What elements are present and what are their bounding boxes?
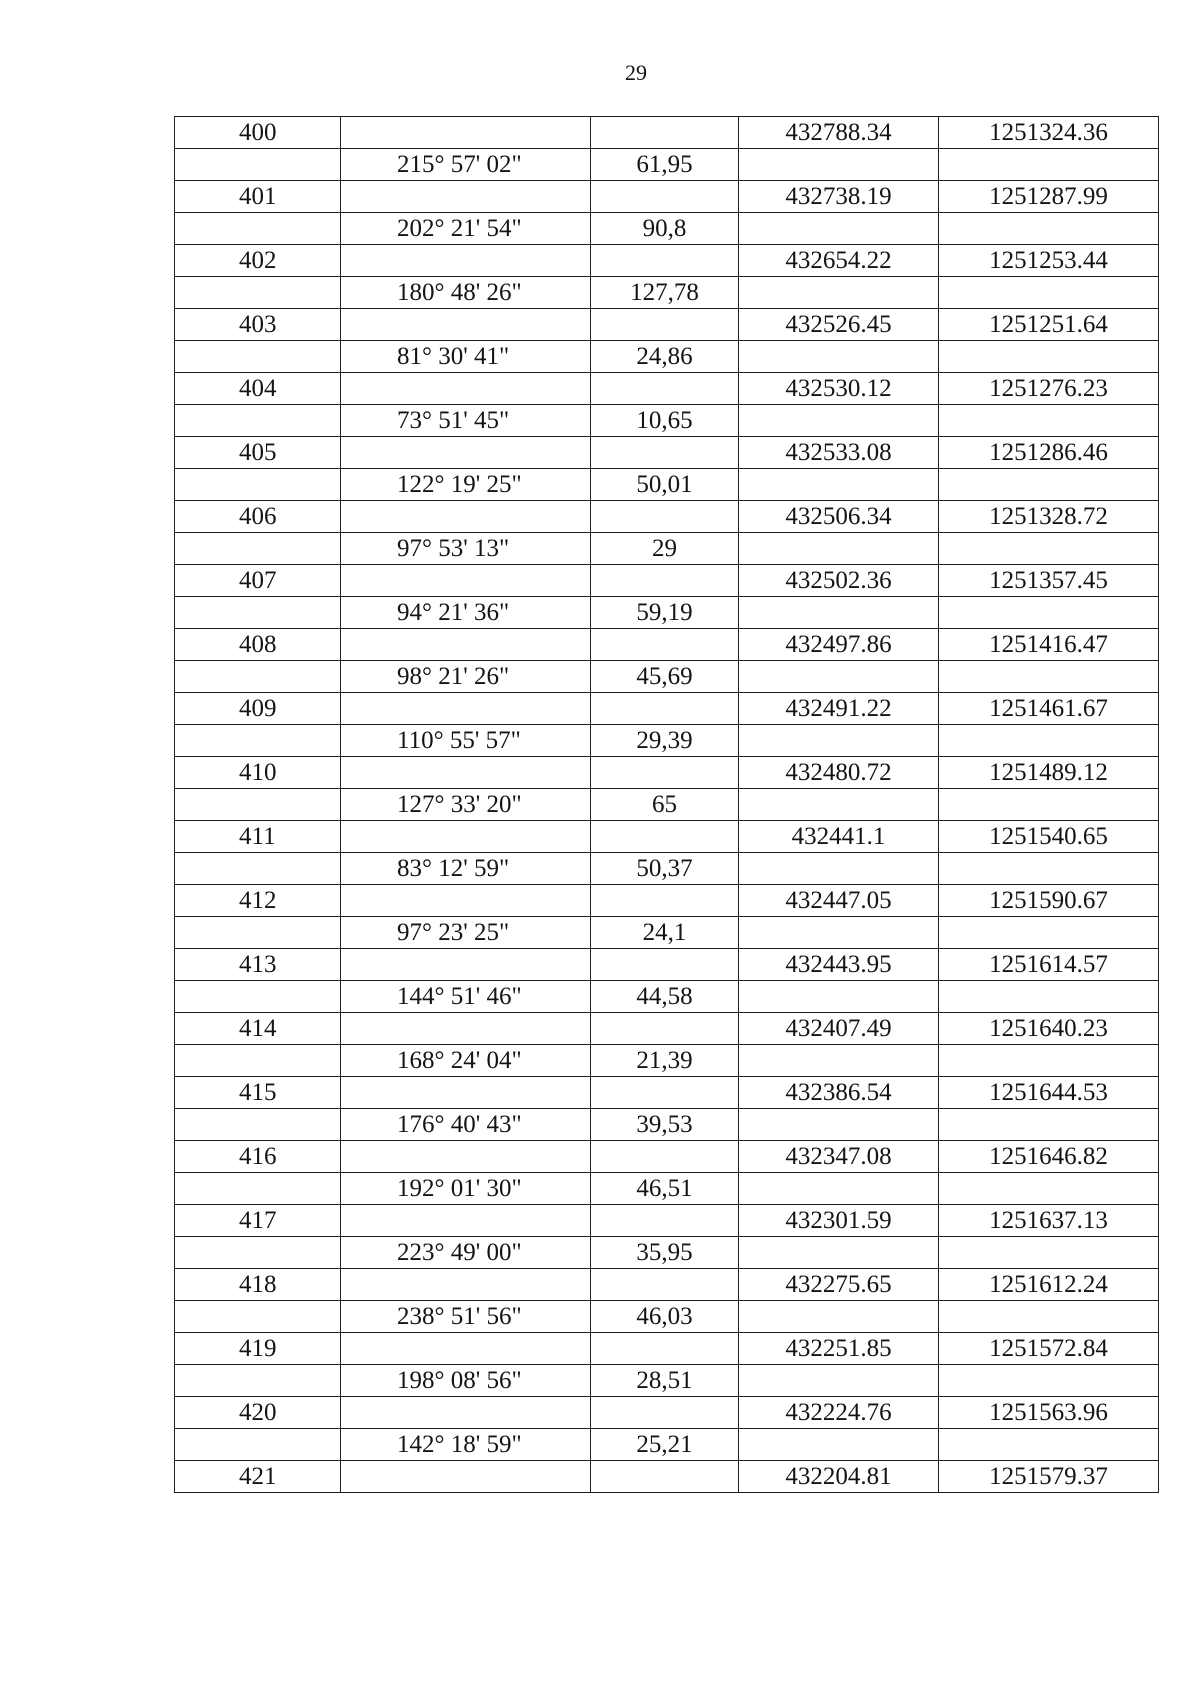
y-coordinate-cell <box>939 1365 1159 1397</box>
bearing-angle-cell: 97° 23' 25" <box>341 917 591 949</box>
y-coordinate-cell <box>939 149 1159 181</box>
y-coordinate-cell: 1251614.57 <box>939 949 1159 981</box>
y-coordinate-cell <box>939 469 1159 501</box>
distance-cell <box>591 437 739 469</box>
x-coordinate-cell: 432407.49 <box>739 1013 939 1045</box>
x-coordinate-cell <box>739 725 939 757</box>
bearing-angle-cell: 94° 21' 36" <box>341 597 591 629</box>
y-coordinate-cell <box>939 1429 1159 1461</box>
distance-cell: 24,1 <box>591 917 739 949</box>
x-coordinate-cell <box>739 981 939 1013</box>
point-number-cell: 412 <box>175 885 341 917</box>
point-number-cell <box>175 149 341 181</box>
table-row <box>175 373 1159 405</box>
x-coordinate-cell: 432251.85 <box>739 1333 939 1365</box>
distance-cell <box>591 693 739 725</box>
bearing-angle-cell <box>341 245 591 277</box>
table-row <box>175 1237 1159 1269</box>
table-row <box>175 533 1159 565</box>
x-coordinate-cell: 432224.76 <box>739 1397 939 1429</box>
y-coordinate-cell <box>939 1237 1159 1269</box>
x-coordinate-cell <box>739 597 939 629</box>
bearing-angle-cell <box>341 309 591 341</box>
x-coordinate-cell: 432204.81 <box>739 1461 939 1493</box>
table-row <box>175 1461 1159 1493</box>
y-coordinate-cell <box>939 981 1159 1013</box>
distance-cell <box>591 1013 739 1045</box>
y-coordinate-cell: 1251646.82 <box>939 1141 1159 1173</box>
y-coordinate-cell <box>939 789 1159 821</box>
distance-cell <box>591 565 739 597</box>
point-number-cell <box>175 1173 341 1205</box>
point-number-cell: 421 <box>175 1461 341 1493</box>
distance-cell <box>591 821 739 853</box>
distance-cell <box>591 501 739 533</box>
bearing-angle-cell <box>341 565 591 597</box>
distance-cell: 46,03 <box>591 1301 739 1333</box>
y-coordinate-cell <box>939 405 1159 437</box>
point-number-cell: 419 <box>175 1333 341 1365</box>
distance-cell <box>591 1205 739 1237</box>
point-number-cell: 411 <box>175 821 341 853</box>
bearing-angle-cell <box>341 1461 591 1493</box>
table-row <box>175 1205 1159 1237</box>
distance-cell <box>591 309 739 341</box>
y-coordinate-cell: 1251644.53 <box>939 1077 1159 1109</box>
x-coordinate-cell <box>739 1301 939 1333</box>
point-number-cell: 406 <box>175 501 341 533</box>
x-coordinate-cell: 432654.22 <box>739 245 939 277</box>
distance-cell <box>591 885 739 917</box>
distance-cell <box>591 1269 739 1301</box>
table-row <box>175 501 1159 533</box>
x-coordinate-cell: 432533.08 <box>739 437 939 469</box>
table-row <box>175 341 1159 373</box>
x-coordinate-cell <box>739 853 939 885</box>
x-coordinate-cell <box>739 1173 939 1205</box>
table-row <box>175 181 1159 213</box>
point-number-cell <box>175 597 341 629</box>
point-number-cell <box>175 1301 341 1333</box>
point-number-cell <box>175 341 341 373</box>
x-coordinate-cell: 432497.86 <box>739 629 939 661</box>
x-coordinate-cell <box>739 661 939 693</box>
y-coordinate-cell: 1251328.72 <box>939 501 1159 533</box>
table-row <box>175 949 1159 981</box>
table-row <box>175 437 1159 469</box>
point-number-cell <box>175 469 341 501</box>
point-number-cell <box>175 853 341 885</box>
y-coordinate-cell <box>939 533 1159 565</box>
table-row <box>175 245 1159 277</box>
table-row <box>175 1141 1159 1173</box>
bearing-angle-cell <box>341 757 591 789</box>
bearing-angle-cell <box>341 1013 591 1045</box>
table-row <box>175 469 1159 501</box>
distance-cell: 127,78 <box>591 277 739 309</box>
y-coordinate-cell <box>939 725 1159 757</box>
coordinates-table-body <box>175 117 1159 1493</box>
bearing-angle-cell: 110° 55' 57" <box>341 725 591 757</box>
distance-cell: 29,39 <box>591 725 739 757</box>
distance-cell: 61,95 <box>591 149 739 181</box>
table-row <box>175 1365 1159 1397</box>
y-coordinate-cell: 1251637.13 <box>939 1205 1159 1237</box>
x-coordinate-cell <box>739 1109 939 1141</box>
point-number-cell <box>175 533 341 565</box>
x-coordinate-cell: 432526.45 <box>739 309 939 341</box>
bearing-angle-cell: 192° 01' 30" <box>341 1173 591 1205</box>
distance-cell: 45,69 <box>591 661 739 693</box>
bearing-angle-cell: 215° 57' 02" <box>341 149 591 181</box>
bearing-angle-cell: 73° 51' 45" <box>341 405 591 437</box>
y-coordinate-cell: 1251253.44 <box>939 245 1159 277</box>
bearing-angle-cell <box>341 1333 591 1365</box>
table-row <box>175 405 1159 437</box>
distance-cell: 44,58 <box>591 981 739 1013</box>
distance-cell <box>591 117 739 149</box>
point-number-cell <box>175 917 341 949</box>
distance-cell: 46,51 <box>591 1173 739 1205</box>
bearing-angle-cell <box>341 1205 591 1237</box>
x-coordinate-cell <box>739 1429 939 1461</box>
table-row <box>175 213 1159 245</box>
x-coordinate-cell: 432480.72 <box>739 757 939 789</box>
table-row <box>175 725 1159 757</box>
point-number-cell <box>175 981 341 1013</box>
point-number-cell: 405 <box>175 437 341 469</box>
y-coordinate-cell: 1251489.12 <box>939 757 1159 789</box>
distance-cell <box>591 1141 739 1173</box>
distance-cell: 90,8 <box>591 213 739 245</box>
distance-cell: 50,01 <box>591 469 739 501</box>
x-coordinate-cell <box>739 1365 939 1397</box>
bearing-angle-cell <box>341 117 591 149</box>
x-coordinate-cell: 432530.12 <box>739 373 939 405</box>
table-row <box>175 1013 1159 1045</box>
bearing-angle-cell: 97° 53' 13" <box>341 533 591 565</box>
y-coordinate-cell: 1251251.64 <box>939 309 1159 341</box>
x-coordinate-cell: 432347.08 <box>739 1141 939 1173</box>
distance-cell <box>591 1397 739 1429</box>
bearing-angle-cell: 180° 48' 26" <box>341 277 591 309</box>
bearing-angle-cell: 98° 21' 26" <box>341 661 591 693</box>
y-coordinate-cell <box>939 213 1159 245</box>
y-coordinate-cell: 1251461.67 <box>939 693 1159 725</box>
page-number: 29 <box>625 60 647 85</box>
table-row <box>175 1077 1159 1109</box>
x-coordinate-cell <box>739 149 939 181</box>
bearing-angle-cell <box>341 373 591 405</box>
x-coordinate-cell: 432275.65 <box>739 1269 939 1301</box>
x-coordinate-cell <box>739 917 939 949</box>
point-number-cell <box>175 1365 341 1397</box>
distance-cell <box>591 1461 739 1493</box>
point-number-cell: 404 <box>175 373 341 405</box>
bearing-angle-cell: 198° 08' 56" <box>341 1365 591 1397</box>
bearing-angle-cell: 127° 33' 20" <box>341 789 591 821</box>
distance-cell: 10,65 <box>591 405 739 437</box>
point-number-cell <box>175 1045 341 1077</box>
distance-cell <box>591 629 739 661</box>
y-coordinate-cell <box>939 1045 1159 1077</box>
point-number-cell: 408 <box>175 629 341 661</box>
y-coordinate-cell: 1251286.46 <box>939 437 1159 469</box>
distance-cell: 35,95 <box>591 1237 739 1269</box>
point-number-cell: 407 <box>175 565 341 597</box>
y-coordinate-cell: 1251612.24 <box>939 1269 1159 1301</box>
bearing-angle-cell <box>341 629 591 661</box>
y-coordinate-cell <box>939 597 1159 629</box>
bearing-angle-cell: 144° 51' 46" <box>341 981 591 1013</box>
y-coordinate-cell: 1251579.37 <box>939 1461 1159 1493</box>
y-coordinate-cell: 1251287.99 <box>939 181 1159 213</box>
point-number-cell <box>175 277 341 309</box>
bearing-angle-cell <box>341 1397 591 1429</box>
point-number-cell <box>175 213 341 245</box>
bearing-angle-cell <box>341 501 591 533</box>
bearing-angle-cell: 176° 40' 43" <box>341 1109 591 1141</box>
y-coordinate-cell: 1251563.96 <box>939 1397 1159 1429</box>
table-row <box>175 981 1159 1013</box>
table-row <box>175 277 1159 309</box>
table-row <box>175 1045 1159 1077</box>
bearing-angle-cell <box>341 885 591 917</box>
table-row <box>175 917 1159 949</box>
bearing-angle-cell <box>341 949 591 981</box>
x-coordinate-cell: 432301.59 <box>739 1205 939 1237</box>
y-coordinate-cell <box>939 661 1159 693</box>
point-number-cell: 420 <box>175 1397 341 1429</box>
bearing-angle-cell: 168° 24' 04" <box>341 1045 591 1077</box>
y-coordinate-cell <box>939 853 1159 885</box>
x-coordinate-cell <box>739 469 939 501</box>
point-number-cell <box>175 1109 341 1141</box>
x-coordinate-cell <box>739 1237 939 1269</box>
bearing-angle-cell <box>341 437 591 469</box>
bearing-angle-cell <box>341 821 591 853</box>
distance-cell: 21,39 <box>591 1045 739 1077</box>
x-coordinate-cell <box>739 341 939 373</box>
point-number-cell: 400 <box>175 117 341 149</box>
distance-cell: 29 <box>591 533 739 565</box>
x-coordinate-cell: 432447.05 <box>739 885 939 917</box>
distance-cell <box>591 181 739 213</box>
y-coordinate-cell: 1251276.23 <box>939 373 1159 405</box>
x-coordinate-cell <box>739 277 939 309</box>
point-number-cell: 417 <box>175 1205 341 1237</box>
y-coordinate-cell <box>939 277 1159 309</box>
table-row <box>175 853 1159 885</box>
distance-cell <box>591 1077 739 1109</box>
distance-cell <box>591 373 739 405</box>
table-row <box>175 629 1159 661</box>
point-number-cell: 416 <box>175 1141 341 1173</box>
y-coordinate-cell: 1251572.84 <box>939 1333 1159 1365</box>
x-coordinate-cell: 432506.34 <box>739 501 939 533</box>
bearing-angle-cell: 122° 19' 25" <box>341 469 591 501</box>
x-coordinate-cell <box>739 533 939 565</box>
distance-cell: 39,53 <box>591 1109 739 1141</box>
bearing-angle-cell: 202° 21' 54" <box>341 213 591 245</box>
distance-cell: 24,86 <box>591 341 739 373</box>
table-row <box>175 661 1159 693</box>
y-coordinate-cell <box>939 917 1159 949</box>
y-coordinate-cell: 1251357.45 <box>939 565 1159 597</box>
table-row <box>175 565 1159 597</box>
x-coordinate-cell: 432441.1 <box>739 821 939 853</box>
y-coordinate-cell: 1251640.23 <box>939 1013 1159 1045</box>
point-number-cell: 402 <box>175 245 341 277</box>
y-coordinate-cell: 1251590.67 <box>939 885 1159 917</box>
table-row <box>175 1109 1159 1141</box>
table-row <box>175 1397 1159 1429</box>
coordinates-table <box>174 116 1159 1493</box>
table-row <box>175 1301 1159 1333</box>
distance-cell <box>591 1333 739 1365</box>
bearing-angle-cell <box>341 1141 591 1173</box>
x-coordinate-cell <box>739 1045 939 1077</box>
point-number-cell: 410 <box>175 757 341 789</box>
y-coordinate-cell: 1251540.65 <box>939 821 1159 853</box>
bearing-angle-cell: 223° 49' 00" <box>341 1237 591 1269</box>
table-row <box>175 597 1159 629</box>
distance-cell: 28,51 <box>591 1365 739 1397</box>
point-number-cell <box>175 661 341 693</box>
x-coordinate-cell <box>739 213 939 245</box>
x-coordinate-cell: 432738.19 <box>739 181 939 213</box>
point-number-cell <box>175 789 341 821</box>
distance-cell <box>591 949 739 981</box>
x-coordinate-cell <box>739 789 939 821</box>
table-row <box>175 1173 1159 1205</box>
table-row <box>175 117 1159 149</box>
bearing-angle-cell: 142° 18' 59" <box>341 1429 591 1461</box>
point-number-cell: 401 <box>175 181 341 213</box>
point-number-cell: 418 <box>175 1269 341 1301</box>
point-number-cell: 403 <box>175 309 341 341</box>
y-coordinate-cell <box>939 1301 1159 1333</box>
distance-cell: 59,19 <box>591 597 739 629</box>
y-coordinate-cell: 1251416.47 <box>939 629 1159 661</box>
point-number-cell: 409 <box>175 693 341 725</box>
table-row <box>175 821 1159 853</box>
table-row <box>175 309 1159 341</box>
distance-cell: 65 <box>591 789 739 821</box>
y-coordinate-cell <box>939 341 1159 373</box>
bearing-angle-cell <box>341 1077 591 1109</box>
bearing-angle-cell <box>341 1269 591 1301</box>
y-coordinate-cell <box>939 1109 1159 1141</box>
bearing-angle-cell: 81° 30' 41" <box>341 341 591 373</box>
y-coordinate-cell <box>939 1173 1159 1205</box>
x-coordinate-cell: 432502.36 <box>739 565 939 597</box>
point-number-cell <box>175 1429 341 1461</box>
point-number-cell: 414 <box>175 1013 341 1045</box>
bearing-angle-cell <box>341 693 591 725</box>
distance-cell <box>591 757 739 789</box>
x-coordinate-cell: 432386.54 <box>739 1077 939 1109</box>
point-number-cell <box>175 1237 341 1269</box>
table-row <box>175 693 1159 725</box>
x-coordinate-cell: 432443.95 <box>739 949 939 981</box>
point-number-cell <box>175 725 341 757</box>
table-row <box>175 885 1159 917</box>
bearing-angle-cell: 238° 51' 56" <box>341 1301 591 1333</box>
y-coordinate-cell: 1251324.36 <box>939 117 1159 149</box>
point-number-cell <box>175 405 341 437</box>
bearing-angle-cell: 83° 12' 59" <box>341 853 591 885</box>
table-row <box>175 1333 1159 1365</box>
table-row <box>175 149 1159 181</box>
distance-cell: 50,37 <box>591 853 739 885</box>
distance-cell <box>591 245 739 277</box>
distance-cell: 25,21 <box>591 1429 739 1461</box>
table-row <box>175 757 1159 789</box>
bearing-angle-cell <box>341 181 591 213</box>
point-number-cell: 415 <box>175 1077 341 1109</box>
table-row <box>175 789 1159 821</box>
x-coordinate-cell: 432491.22 <box>739 693 939 725</box>
table-row <box>175 1429 1159 1461</box>
table-row <box>175 1269 1159 1301</box>
point-number-cell: 413 <box>175 949 341 981</box>
x-coordinate-cell <box>739 405 939 437</box>
x-coordinate-cell: 432788.34 <box>739 117 939 149</box>
